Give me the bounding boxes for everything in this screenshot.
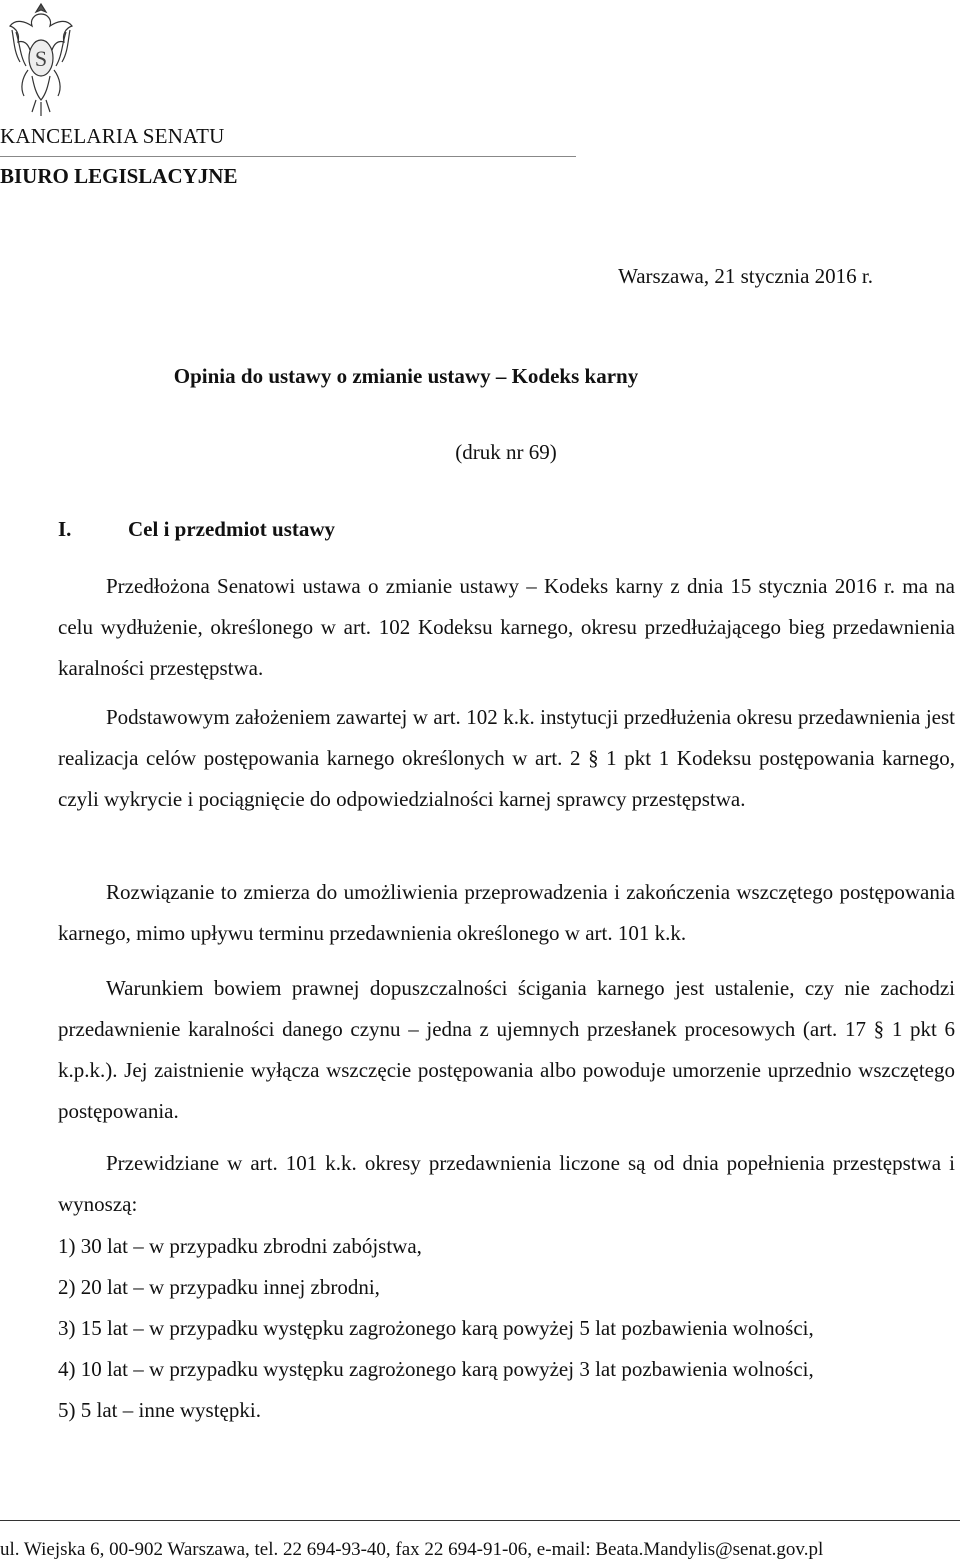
section-heading	[58, 517, 335, 542]
paragraph: Podstawowym założeniem zawartej w art. 102 k.k. instytucji przedłużenia okresu przedawnienia jest realizacja celów postępowania karnego określonych w art. 2 § 1 pkt 1 Kodeksu postępowania karnego, czyli wykrycie i pociągnięcie do odpowiedzialności karnej sprawcy przestępstwa.	[58, 705, 955, 811]
header-divider	[0, 156, 576, 157]
paragraph: Rozwiązanie to zmierza do umożliwienia przeprowadzenia i zakończenia wszczętego postępowania karnego, mimo upływu terminu przedawnienia określonego w art. 101 k.k.	[58, 880, 955, 945]
list-item: 3) 15 lat – w przypadku występku zagrożonego karą powyżej 5 lat pozbawienia wolności,	[58, 1316, 814, 1340]
document-subtitle: (druk nr 69)	[455, 440, 557, 464]
section-number: I.	[58, 517, 72, 541]
footer-contact: ul. Wiejska 6, 00-902 Warszawa, tel. 22 694-93-40, fax 22 694-91-06, e-mail: Beata.Mandylis@senat.gov.pl	[0, 1539, 824, 1560]
limitation-periods-list	[58, 1226, 955, 1431]
paragraph: Przedłożona Senatowi ustawa o zmianie ustawy – Kodeks karny z dnia 15 stycznia 2016 r. ma na celu wydłużenie, określonego w art. 102 Kodeksu karnego, okresu przedłużającego bieg przedawnienia karalności przestępstwa.	[58, 574, 955, 680]
organization-name: KANCELARIA SENATU	[0, 124, 225, 148]
organization-unit: BIURO LEGISLACYJNE	[0, 164, 238, 188]
paragraph: Warunkiem bowiem prawnej dopuszczalności ścigania karnego jest ustalenie, czy nie zachodzi przedawnienie karalności danego czynu – jedna z ujemnych przesłanek procesowych (art. 17 § 1 pkt 6 k.p.k.). Jej zaistnienie wyłącza wszczęcie postępowania albo powoduje umorzenie uprzednio wszczętego postępowania.	[58, 976, 955, 1123]
senate-eagle-emblem	[6, 0, 76, 118]
svg-text:S: S	[34, 46, 48, 71]
list-item: 4) 10 lat – w przypadku występku zagrożonego karą powyżej 3 lat pozbawienia wolności,	[58, 1357, 814, 1381]
document-date: Warszawa, 21 stycznia 2016 r.	[618, 264, 873, 288]
paragraph: Przewidziane w art. 101 k.k. okresy przedawnienia liczone są od dnia popełnienia przestępstwa i wynoszą:	[58, 1151, 955, 1216]
list-item: 5) 5 lat – inne występki.	[58, 1398, 261, 1422]
section-title: Cel i przedmiot ustawy	[128, 517, 336, 541]
document-title: Opinia do ustawy o zmianie ustawy – Kodeks karny	[173, 364, 639, 388]
list-item: 2) 20 lat – w przypadku innej zbrodni,	[58, 1275, 380, 1299]
list-item: 1) 30 lat – w przypadku zbrodni zabójstwa,	[58, 1234, 422, 1258]
footer-divider	[0, 1520, 960, 1521]
